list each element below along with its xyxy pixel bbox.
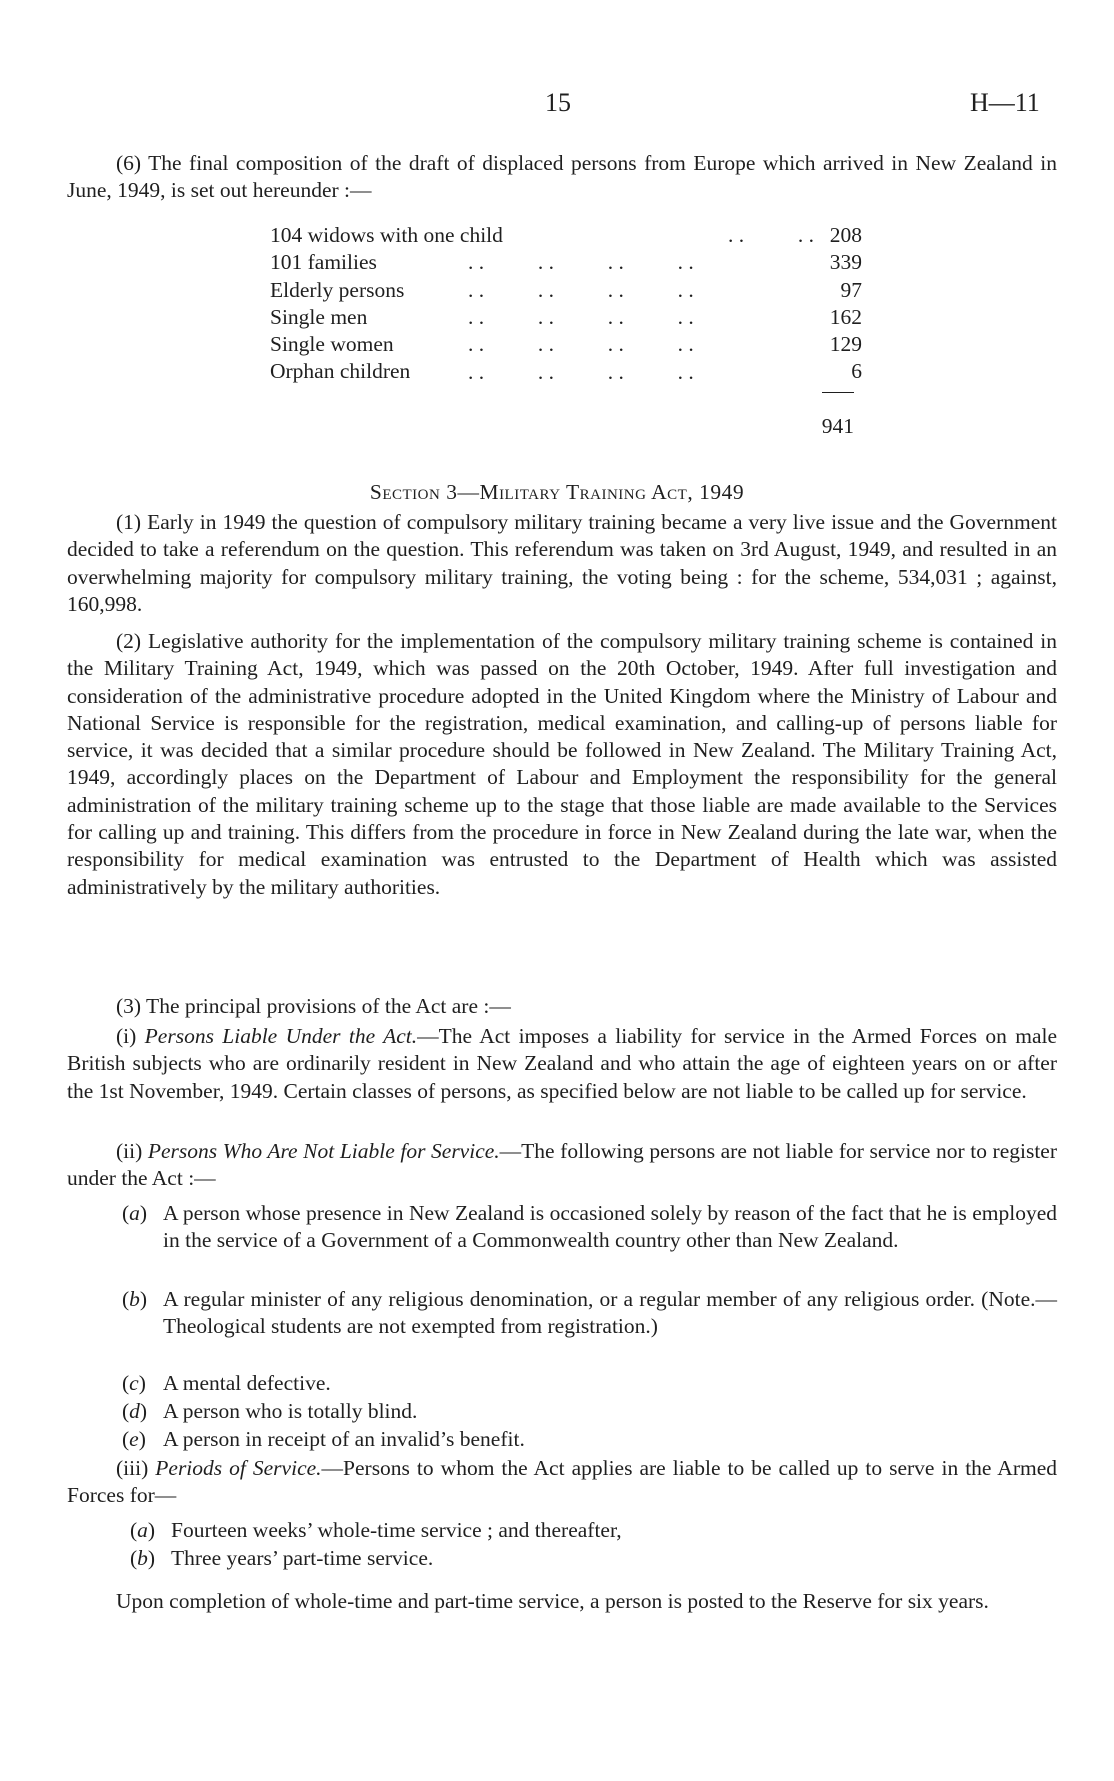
exemption-item (122, 1370, 331, 1397)
period-label: (b) (130, 1546, 156, 1570)
exemption-text: A person whose presence in New Zealand is occasioned solely by reason of the fact that he is employed in the service of a Government of a Commonwealth country other than New Zealand. (163, 1201, 1057, 1253)
row-value: 208 (829, 223, 862, 247)
period-item (130, 1517, 622, 1544)
exemption-text: A person who is totally blind. (163, 1399, 418, 1423)
item-text: —Persons to whom the Act applies are liable to be called up to serve in the Armed Forces for— (67, 1456, 1057, 1508)
total-rule (822, 392, 854, 393)
exemption-label: (b) (122, 1287, 148, 1311)
exemption-label: (e) (122, 1427, 146, 1451)
paragraph-2: (2) Legislative authority for the implementation of the compulsory military training scheme is contained in the Military Training Act, 1949, which was passed on the 20th October, 1949. After full investigation and consideration of the administrative procedure adopted in the United Kingdom where the Ministry of Labour and National Service is responsible for the registration, medical examination, and calling-up of persons liable for service, it was decided that a similar procedure should be followed in New Zealand. The Military Training Act, 1949, accordingly places on the Department of Labour and Employment the responsibility for the general administration of the military training scheme up to the stage that those liable are made available to the Services for calling up and training. This differs from the procedure in force in New Zealand during the late war, when the responsibility for medical examination was entrusted to the Department of Health which was assisted administratively by the military authorities. (67, 629, 1057, 899)
row-label: Orphan children (270, 359, 411, 384)
leader-dots-row: . . . . (728, 223, 814, 247)
row-label: 101 families (270, 250, 377, 275)
item-heading: Persons Liable Under the Act. (144, 1024, 418, 1048)
closing-paragraph: Upon completion of whole-time and part-time service, a person is posted to the Reserve for six years. (116, 1589, 989, 1613)
exemption-label: (a) (122, 1201, 148, 1225)
item-iii (67, 1455, 1057, 1510)
item-text: —The following persons are not liable for service nor to register under the Act :— (67, 1139, 1058, 1191)
row-label: Elderly persons (270, 277, 405, 302)
leader-dots-row: . . . . . . . . (468, 360, 694, 384)
item-number: (ii) (116, 1139, 143, 1163)
leader-dots-row: . . . . . . . . (468, 250, 694, 274)
exemption-item (122, 1426, 525, 1453)
row-label: Single women (270, 332, 394, 357)
item-heading: Periods of Service. (155, 1456, 322, 1480)
paragraph-3: (3) The principal provisions of the Act are :— (116, 994, 511, 1018)
paragraph-1: (1) Early in 1949 the question of compulsory military training became a very live issue and the Government decided to take a referendum on the question. This referendum was taken on 3rd August, 1949, and resulted in an overwhelming majority for compulsory military training, the voting being : for the scheme, 534,031 ; against, 160,998. (67, 510, 1057, 616)
row-value: 6 (851, 359, 862, 384)
page-number: 15 (545, 88, 571, 117)
exemption-text: A regular minister of any religious denomination, or a regular member of any religious order. (Note.—Theological students are not exempted from registration.) (163, 1287, 1057, 1339)
item-text: —The Act imposes a liability for service in the Armed Forces on male British subjects who are ordinarily resident in New Zealand and who attain the age of eighteen years on or after the 1st November, 1949. Certain classes of persons, as specified below are not liable to be called up for service. (67, 1024, 1058, 1103)
item-number: (iii) (116, 1456, 149, 1480)
item-i (67, 1023, 1057, 1105)
exemption-label: (d) (122, 1399, 148, 1423)
row-value: 129 (829, 332, 862, 357)
table-total: 941 (821, 414, 854, 438)
exemption-item (122, 1286, 1057, 1341)
leader-dots-row: . . . . . . . . (468, 332, 694, 356)
exemption-text: A person in receipt of an invalid’s benefit. (163, 1427, 525, 1451)
paragraph-6: (6) The final composition of the draft of displaced persons from Europe which arrived in New Zealand in June, 1949, is set out hereunder :— (67, 151, 1057, 203)
period-text: Fourteen weeks’ whole-time service ; and thereafter, (171, 1518, 622, 1542)
exemption-item (122, 1398, 418, 1425)
leader-dots-row: . . . . . . . . (468, 305, 694, 329)
row-value: 339 (829, 250, 862, 275)
document-reference: H—11 (970, 88, 1040, 117)
row-label: Single men (270, 304, 368, 329)
exemption-label: (c) (122, 1371, 146, 1395)
row-value: 97 (840, 277, 862, 302)
row-label: 104 widows with one child (270, 223, 503, 247)
exemption-text: A mental defective. (163, 1371, 331, 1395)
exemption-item (122, 1200, 1057, 1255)
section-title: Section 3—Military Training Act, 1949 (369, 480, 745, 504)
period-label: (a) (130, 1518, 156, 1542)
item-number: (i) (116, 1024, 137, 1048)
leader-dots-row: . . . . . . . . (468, 278, 694, 302)
period-text: Three years’ part-time service. (171, 1546, 434, 1570)
item-ii (67, 1138, 1057, 1193)
item-heading: Persons Who Are Not Liable for Service. (147, 1139, 500, 1163)
period-item (130, 1545, 434, 1572)
row-value: 162 (829, 304, 862, 329)
